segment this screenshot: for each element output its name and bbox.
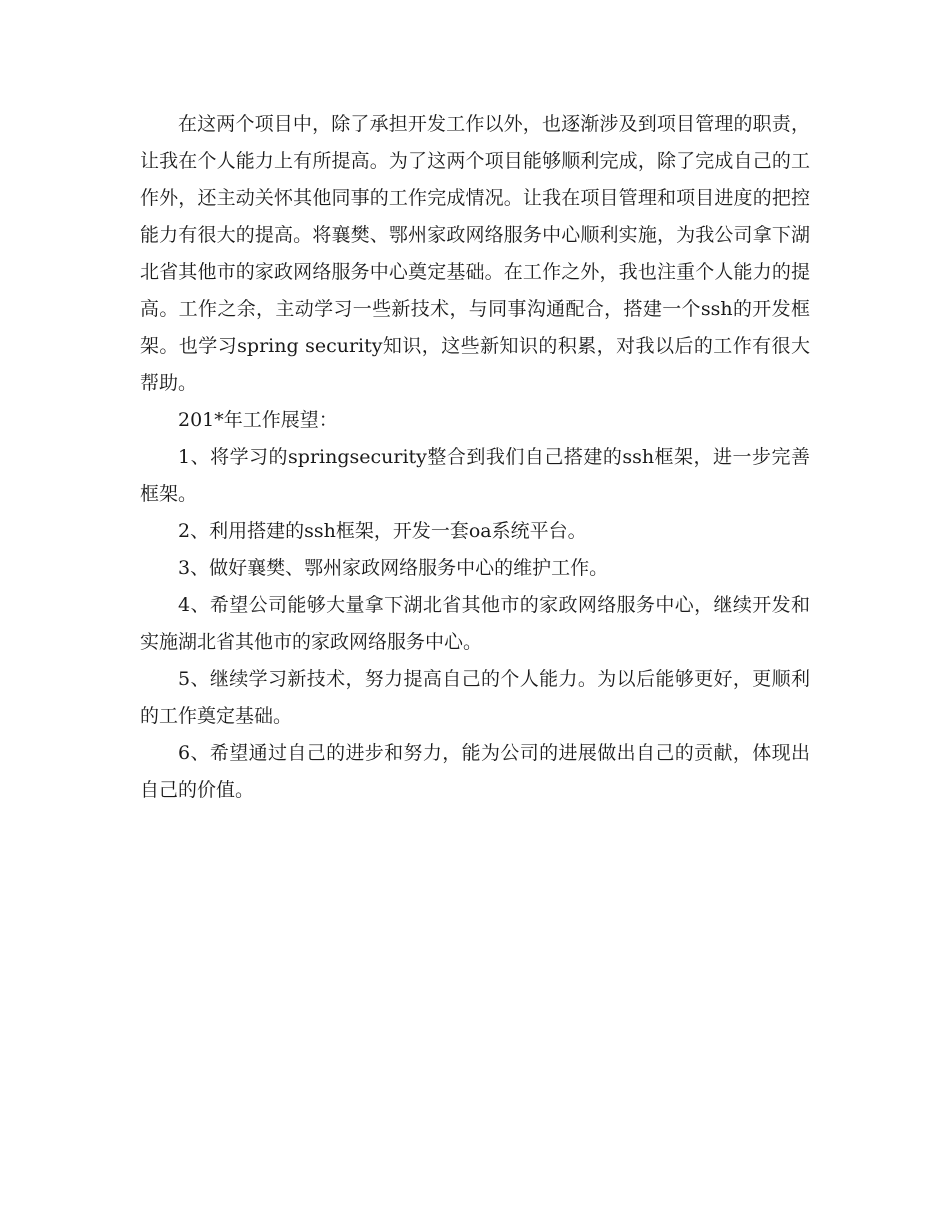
paragraph-item-4: 4、希望公司能够大量拿下湖北省其他市的家政网络服务中心，继续开发和实施湖北省其他市的家政网络服务中心。 xyxy=(140,594,810,653)
paragraph-item-1: 1、将学习的springsecurity整合到我们自己搭建的ssh框架，进一步完善框架。 xyxy=(140,446,810,505)
paragraph-project-summary: 在这两个项目中，除了承担开发工作以外，也逐渐涉及到项目管理的职责，让我在个人能力上有所提高。为了这两个项目能够顺利完成，除了完成自己的工作外，还主动关怀其他同事的工作完成情况。让我在项目管理和项目进度的把控能力有很大的提高。将襄樊、鄂州家政网络服务中心顺利实施，为我公司拿下湖北省其他市的家政网络服务中心奠定基础。在工作之外，我也注重个人能力的提高。工作之余，主动学习一些新技术，与同事沟通配合，搭建一个ssh的开发框架。也学习spring security知识，这些新知识的积累，对我以后的工作有很大帮助。 xyxy=(140,113,810,394)
paragraph-item-6: 6、希望通过自己的进步和努力，能为公司的进展做出自己的贡献，体现出自己的价值。 xyxy=(140,742,810,801)
paragraph-outlook-heading: 201*年工作展望： xyxy=(178,409,338,431)
paragraph-item-5: 5、继续学习新技术，努力提高自己的个人能力。为以后能够更好，更顺利的工作奠定基础。 xyxy=(140,668,810,727)
paragraph-item-3: 3、做好襄樊、鄂州家政网络服务中心的维护工作。 xyxy=(178,557,609,579)
paragraph-item-2: 2、利用搭建的ssh框架，开发一套oa系统平台。 xyxy=(178,520,587,542)
document-body xyxy=(140,106,810,809)
